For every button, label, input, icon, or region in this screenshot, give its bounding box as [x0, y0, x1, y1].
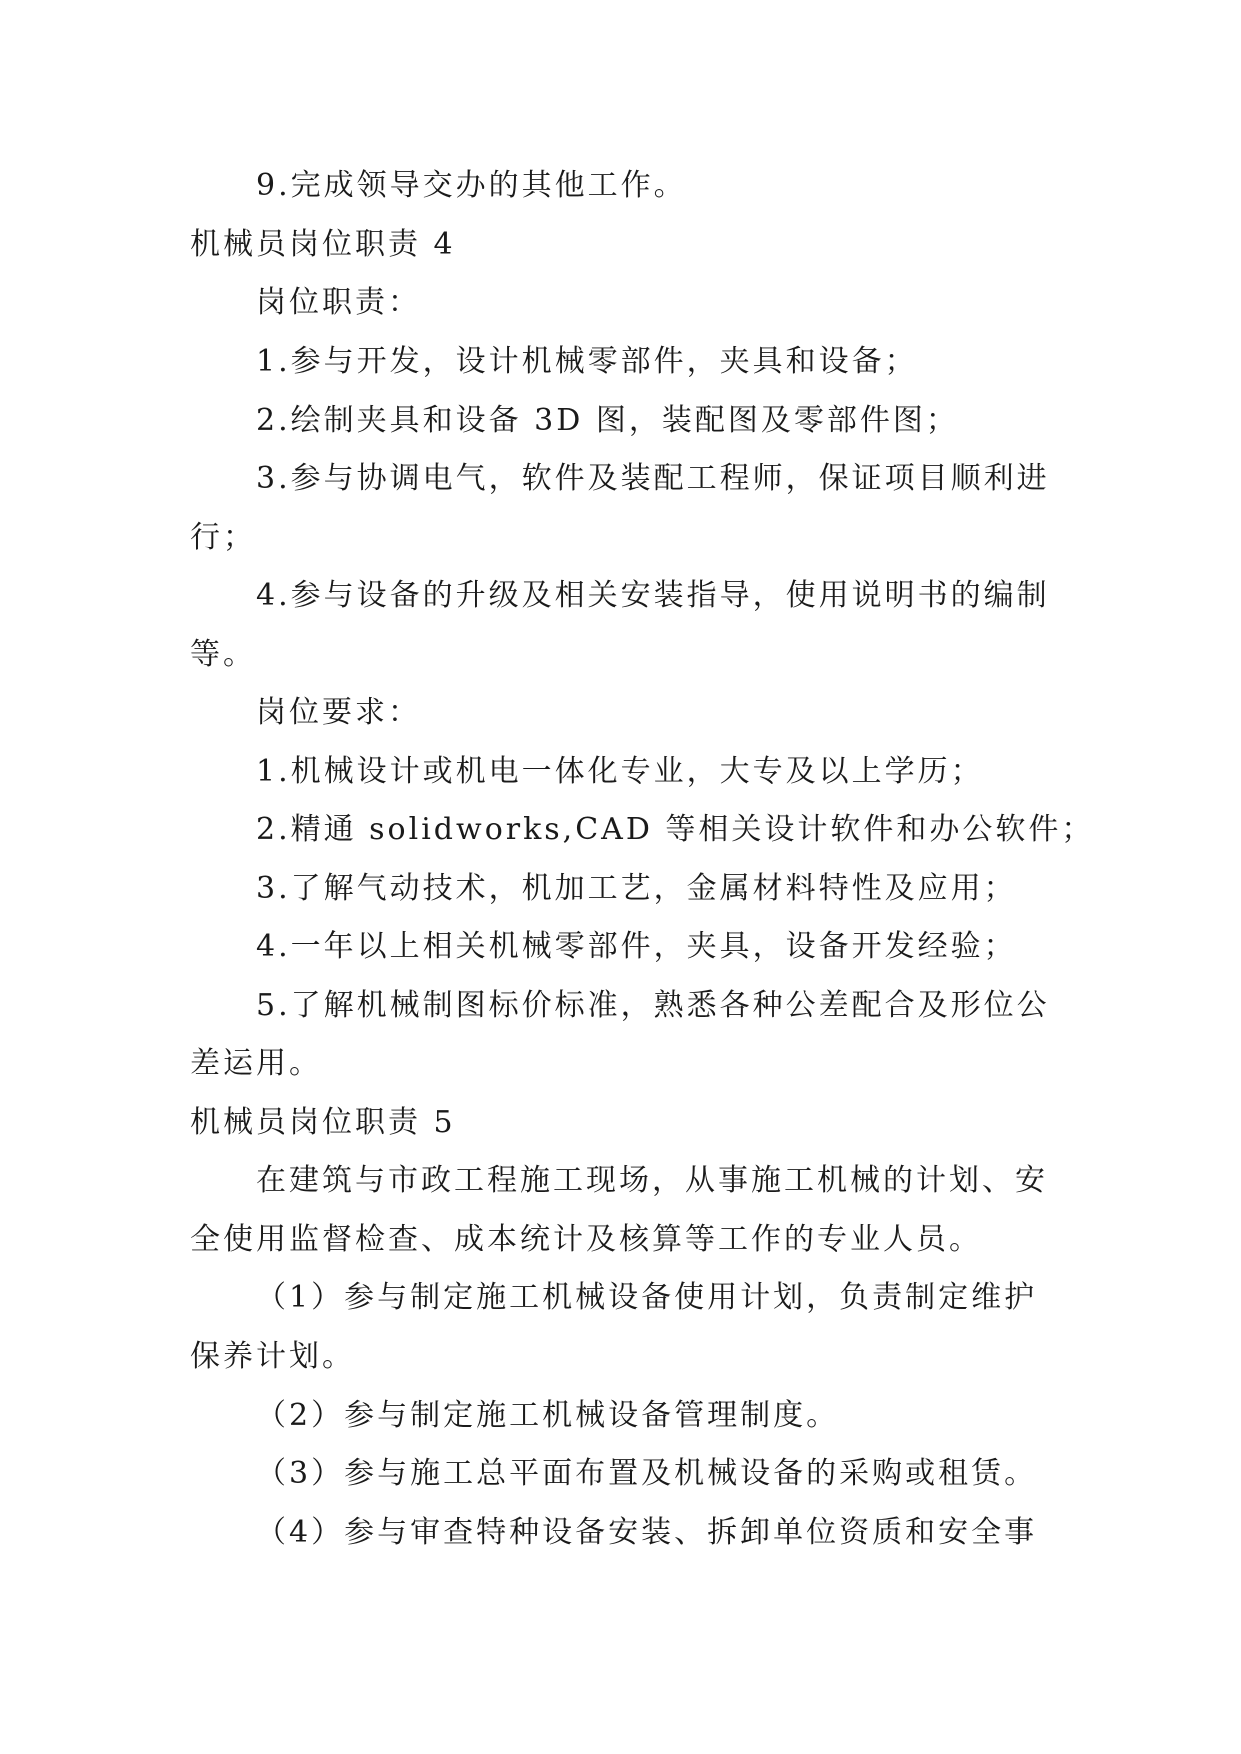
requirement-5-continued: 差运用。 — [190, 1046, 322, 1081]
section-heading-4: 机械员岗位职责 4 — [190, 227, 456, 262]
task-1: （1）参与制定施工机械设备使用计划，负责制定维护 — [256, 1280, 1038, 1315]
task-2: （2）参与制定施工机械设备管理制度。 — [256, 1398, 840, 1433]
role-description: 在建筑与市政工程施工现场，从事施工机械的计划、安 — [256, 1163, 1048, 1198]
duties-label: 岗位职责： — [256, 285, 421, 320]
role-description-continued: 全使用监督检查、成本统计及核算等工作的专业人员。 — [190, 1222, 982, 1257]
duty-1: 1.参与开发，设计机械零部件，夹具和设备； — [256, 344, 918, 379]
task-4: （4）参与审查特种设备安装、拆卸单位资质和安全事 — [256, 1515, 1038, 1550]
requirements-label: 岗位要求： — [256, 695, 421, 730]
task-1-continued: 保养计划。 — [190, 1339, 355, 1374]
duty-4-continued: 等。 — [190, 637, 256, 672]
requirement-4: 4.一年以上相关机械零部件，夹具，设备开发经验； — [256, 929, 1017, 964]
requirement-5: 5.了解机械制图标价标准，熟悉各种公差配合及形位公 — [256, 988, 1050, 1023]
duty-3-continued: 行； — [190, 520, 256, 555]
requirement-3: 3.了解气动技术，机加工艺，金属材料特性及应用； — [256, 871, 1017, 906]
duty-3: 3.参与协调电气，软件及装配工程师，保证项目顺利进 — [256, 461, 1050, 496]
requirement-1: 1.机械设计或机电一体化专业，大专及以上学历； — [256, 754, 984, 789]
requirement-2: 2.精通 solidworks,CAD 等相关设计软件和办公软件； — [256, 812, 1095, 847]
task-3: （3）参与施工总平面布置及机械设备的采购或租赁。 — [256, 1456, 1038, 1491]
duty-2: 2.绘制夹具和设备 3D 图，装配图及零部件图； — [256, 403, 959, 438]
section-heading-5: 机械员岗位职责 5 — [190, 1105, 456, 1140]
item-9-text: 9.完成领导交办的其他工作。 — [256, 168, 687, 203]
duty-4: 4.参与设备的升级及相关安装指导，使用说明书的编制 — [256, 578, 1050, 613]
